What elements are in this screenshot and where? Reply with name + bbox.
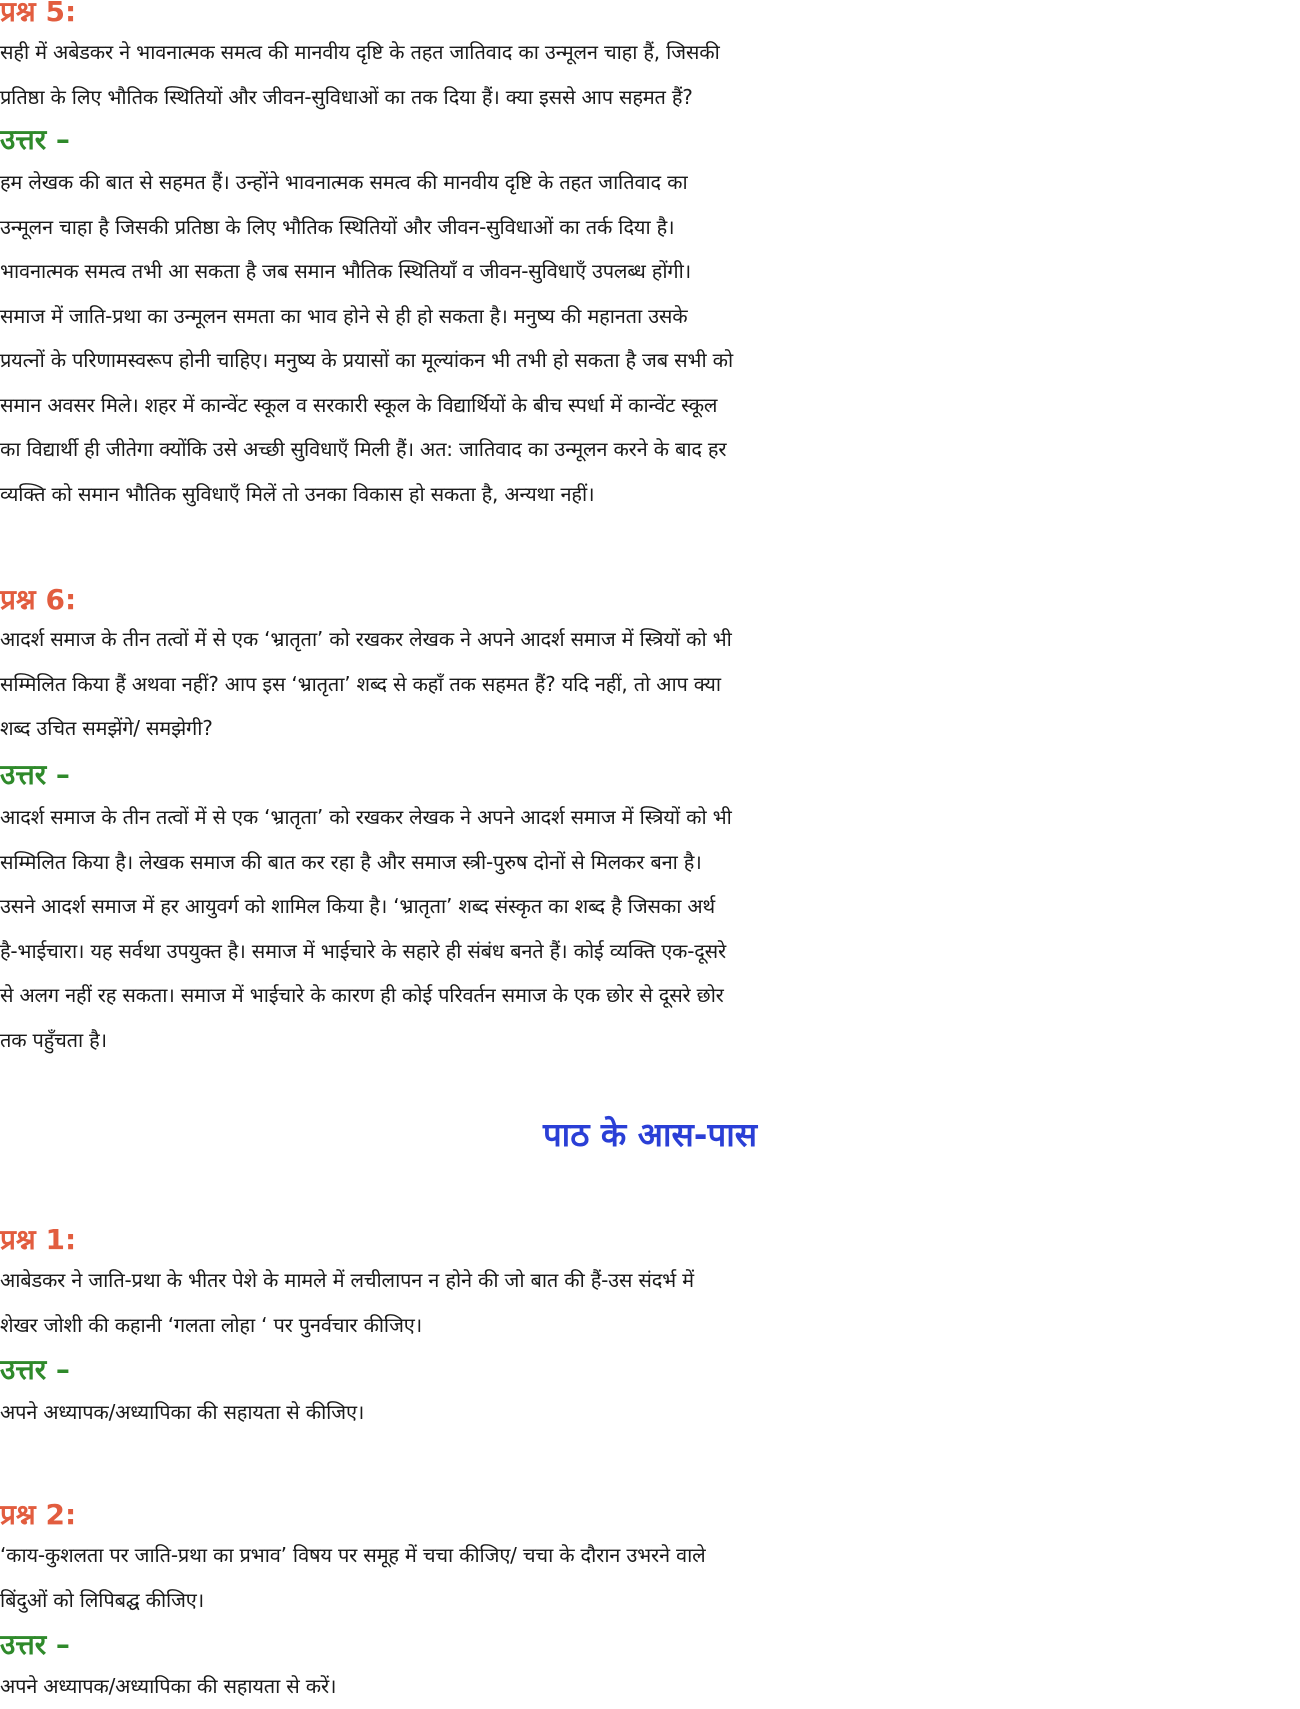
- text-line: अपने अध्यापक/अध्यापिका की सहायता से करें।: [0, 1674, 337, 1698]
- text-line: बिंदुओं को लिपिबद्घ कीजिए।: [0, 1587, 205, 1612]
- question-6-label: प्रश्न 6:: [0, 583, 77, 616]
- section-question-1-text: [0, 1258, 1300, 1347]
- answer-6-text: [0, 795, 1300, 1062]
- section-answer-1-text: [0, 1390, 1300, 1435]
- section-question-2-text: [0, 1533, 1300, 1622]
- text-line: अपने अध्यापक/अध्यापिका की सहायता से कीजिए।: [0, 1400, 365, 1424]
- text-line: आदर्श समाज के तीन तत्वों में से एक ‘भ्रातृता’ को रखकर लेखक ने अपने आदर्श समाज में स्त्रियों को भी: [0, 805, 732, 829]
- text-line: सम्मिलित किया है। लेखक समाज की बात कर रहा है और समाज स्त्री-पुरुष दोनों से मिलकर बना है।: [0, 849, 702, 874]
- text-line: व्यक्ति को समान भौतिक सुविधाएँ मिलें तो उनका विकास हो सकता है, अन्यथा नहीं।: [0, 481, 595, 506]
- text-line: शब्द उचित समझेंगे/ समझेगी?: [0, 716, 213, 740]
- text-line: का विद्यार्थी ही जीतेगा क्योंकि उसे अच्छी सुविधाएँ मिली हैं। अत: जातिवाद का उन्मूलन करने के बाद हर: [0, 437, 727, 461]
- text-line: से अलग नहीं रह सकता। समाज में भाईचारे के कारण ही कोई परिवर्तन समाज के एक छोर से दूसरे छोर: [0, 983, 724, 1007]
- section-answer-1-label: उत्तर –: [0, 1353, 70, 1386]
- section-heading: पाठ के आस-पास: [542, 1115, 758, 1154]
- question-6-text: [0, 617, 1300, 751]
- text-line: प्रयत्नों के परिणामस्वरूप होनी चाहिए। मनुष्य के प्रयासों का मूल्यांकन भी तभी हो सकता है जब सभी को: [0, 348, 733, 372]
- answer-5-text: [0, 160, 1300, 516]
- answer-5-label: उत्तर –: [0, 123, 70, 156]
- section-answer-2-label: उत्तर –: [0, 1628, 70, 1661]
- section-question-1-label: प्रश्न 1:: [0, 1223, 77, 1256]
- text-line: तक पहुँचता है।: [0, 1027, 107, 1052]
- question-5-text: [0, 30, 1300, 119]
- text-line: भावनात्मक समत्व तभी आ सकता है जब समान भौतिक स्थितियाँ व जीवन-सुविधाएँ उपलब्ध होंगी।: [0, 259, 692, 283]
- answer-6-label: उत्तर –: [0, 758, 70, 791]
- text-line: हम लेखक की बात से सहमत हैं। उन्होंने भावनात्मक समत्व की मानवीय दृष्टि के तहत जातिवाद का: [0, 170, 688, 194]
- text-line: शेखर जोशी की कहानी ‘गलता लोहा ‘ पर पुनर्वचार कीजिए।: [0, 1312, 422, 1337]
- text-line: आबेडकर ने जाति-प्रथा के भीतर पेशे के मामले में लचीलापन न होने की जो बात की हैं-उस संदर्भ में: [0, 1268, 694, 1292]
- text-line: ‘काय-कुशलता पर जाति-प्रथा का प्रभाव’ विषय पर समूह में चचा कीजिए/ चचा के दौरान उभरने वाले: [0, 1543, 706, 1567]
- text-line: सही में अबेडकर ने भावनात्मक समत्व की मानवीय दृष्टि के तहत जातिवाद का उन्मूलन चाहा हैं, जिसकी: [0, 40, 720, 64]
- question-5-label: प्रश्न 5:: [0, 0, 77, 28]
- text-line: समाज में जाति-प्रथा का उन्मूलन समता का भाव होने से ही हो सकता है। मनुष्य की महानता उसके: [0, 303, 688, 328]
- text-line: उसने आदर्श समाज में हर आयुवर्ग को शामिल किया है। ‘भ्रातृता’ शब्द संस्कृत का शब्द है जिसका अर्थ: [0, 894, 715, 918]
- text-line: समान अवसर मिले। शहर में कान्वेंट स्कूल व सरकारी स्कूल के विद्यार्थियों के बीच स्पर्धा में कान्वेंट स्कूल: [0, 392, 718, 417]
- text-line: उन्मूलन चाहा है जिसकी प्रतिष्ठा के लिए भौतिक स्थितियों और जीवन-सुविधाओं का तर्क दिया है।: [0, 214, 675, 239]
- text-line: सम्मिलित किया हैं अथवा नहीं? आप इस ‘भ्रातृता’ शब्द से कहाँ तक सहमत हैं? यदि नहीं, तो आप क्या: [0, 671, 721, 696]
- text-line: प्रतिष्ठा के लिए भौतिक स्थितियों और जीवन-सुविधाओं का तक दिया हैं। क्या इससे आप सहमत हैं?: [0, 84, 693, 109]
- section-question-2-label: प्रश्न 2:: [0, 1498, 77, 1531]
- text-line: है-भाईचारा। यह सर्वथा उपयुक्त है। समाज में भाईचारे के सहारे ही संबंध बनते हैं। कोई व्यक्ति एक-दूसरे: [0, 938, 726, 963]
- text-line: आदर्श समाज के तीन तत्वों में से एक ‘भ्रातृता’ को रखकर लेखक ने अपने आदर्श समाज में स्त्रियों को भी: [0, 627, 732, 651]
- section-answer-2-text: [0, 1664, 1300, 1709]
